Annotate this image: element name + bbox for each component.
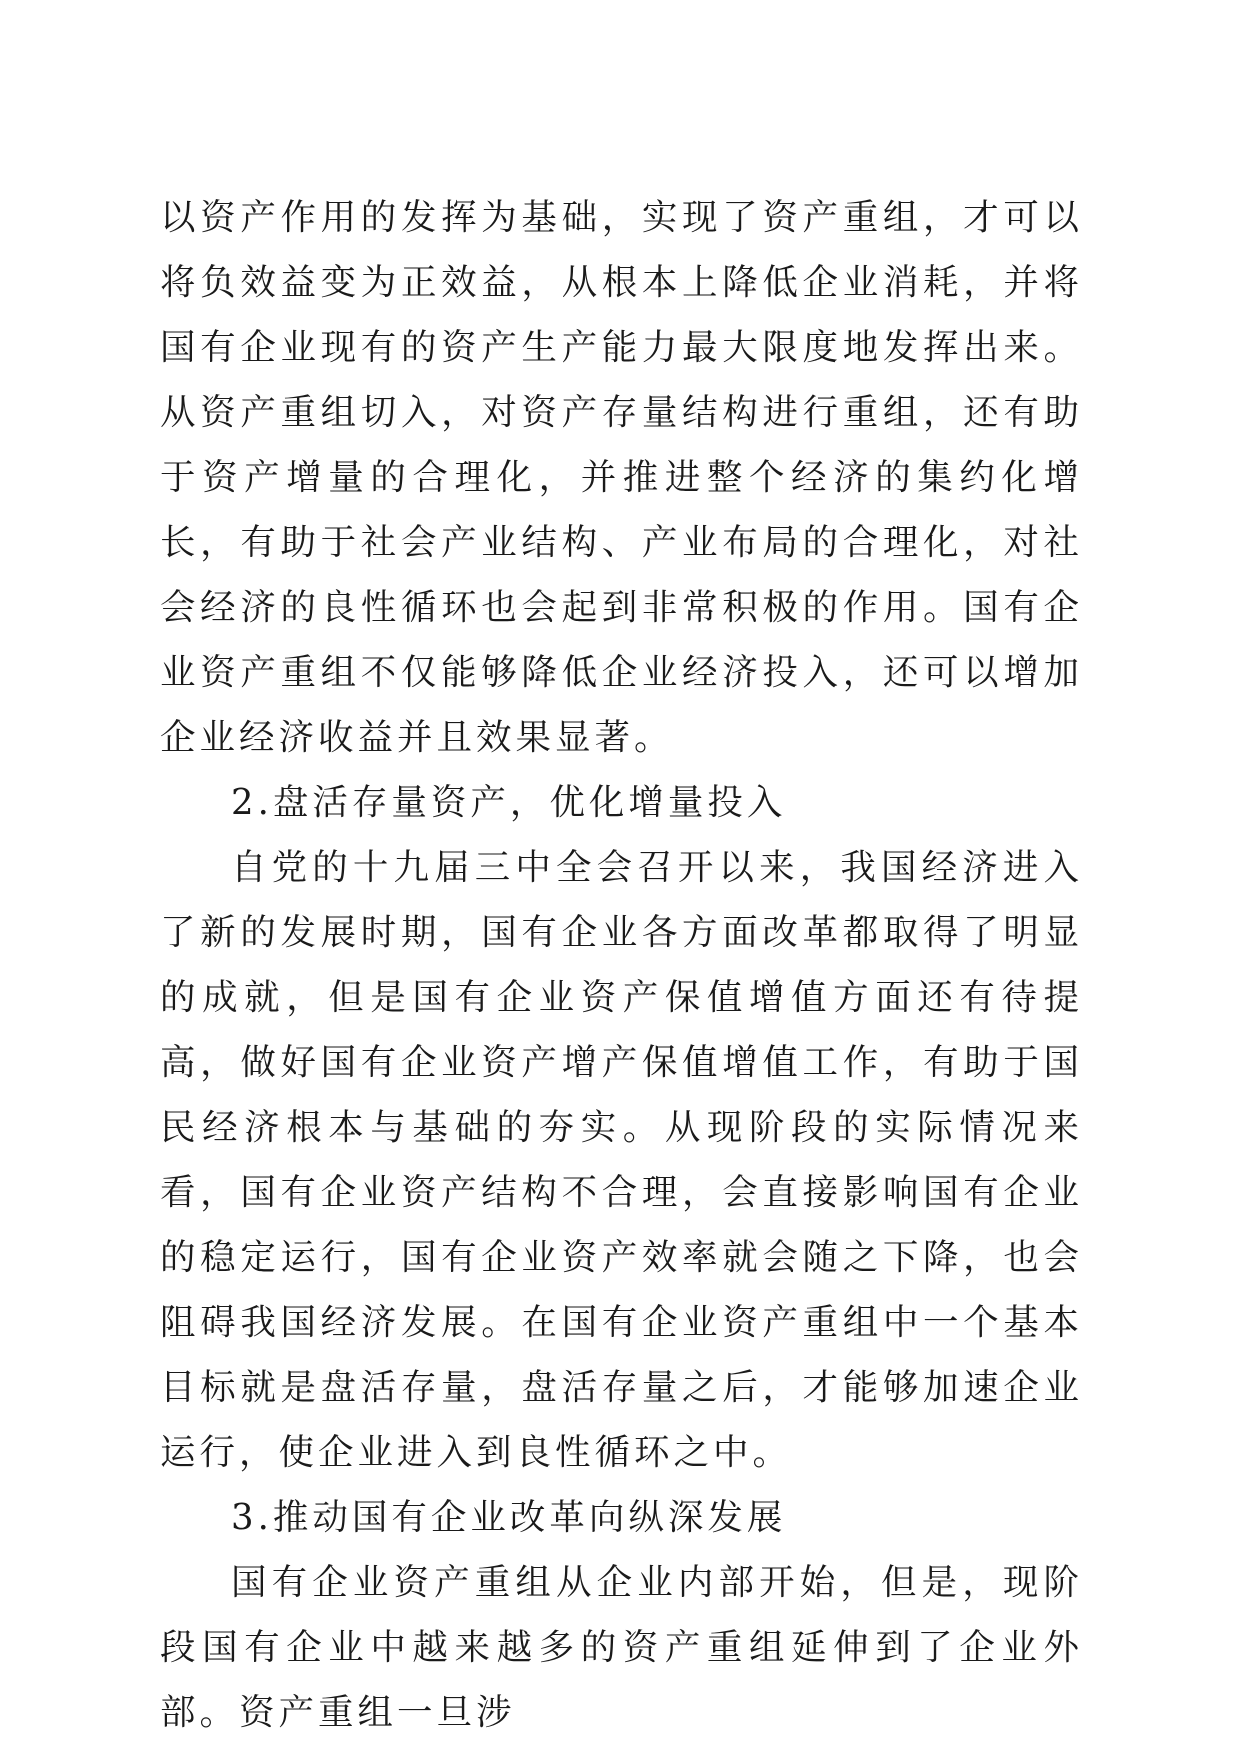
document-page [160,185,1083,1745]
body-paragraph: 国有企业资产重组从企业内部开始，但是，现阶段国有企业中越来越多的资产重组延伸到了企业外部。资产重组一旦涉 [160,1562,1083,1733]
section-heading: 2.盘活存量资产，优化增量投入 [231,782,787,823]
body-paragraph: 以资产作用的发挥为基础，实现了资产重组，才可以将负效益变为正效益，从根本上降低企业消耗，并将国有企业现有的资产生产能力最大限度地发挥出来。从资产重组切入，对资产存量结构进行重组，还有助于资产增量的合理化，并推进整个经济的集约化增长，有助于社会产业结构、产业布局的合理化，对社会经济的良性循环也会起到非常积极的作用。国有企业资产重组不仅能够降低企业经济投入，还可以增加企业经济收益并且效果显著。 [160,197,1083,758]
body-paragraph: 自党的十九届三中全会召开以来，我国经济进入了新的发展时期，国有企业各方面改革都取得了明显的成就，但是国有企业资产保值增值方面还有待提高，做好国有企业资产增产保值增值工作，有助于国民经济根本与基础的夯实。从现阶段的实际情况来看，国有企业资产结构不合理，会直接影响国有企业的稳定运行，国有企业资产效率就会随之下降，也会阻碍我国经济发展。在国有企业资产重组中一个基本目标就是盘活存量，盘活存量之后，才能够加速企业运行，使企业进入到良性循环之中。 [160,847,1083,1473]
section-heading: 3.推动国有企业改革向纵深发展 [231,1497,787,1538]
